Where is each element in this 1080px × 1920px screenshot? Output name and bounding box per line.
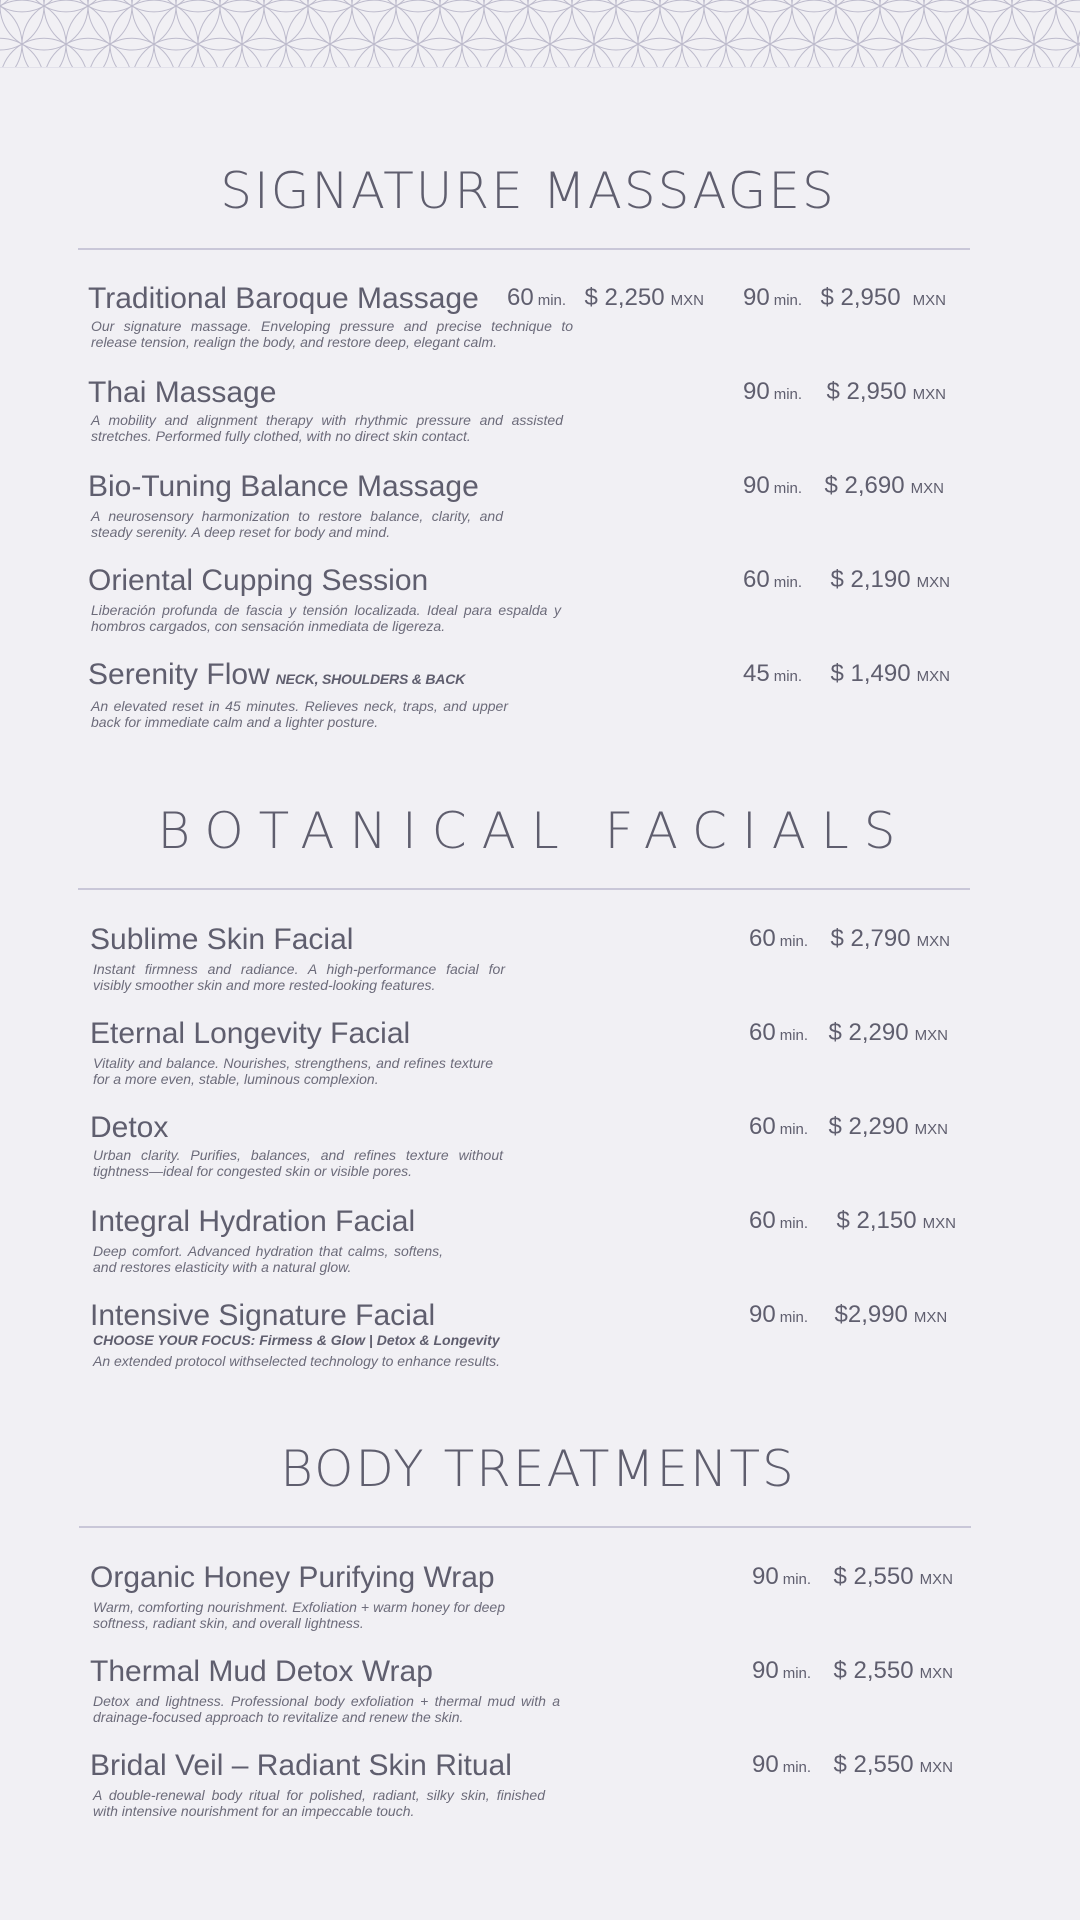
item-name: Traditional Baroque Massage: [88, 282, 479, 315]
item-description: Liberación profunda de fascia y tensión localizada. Ideal para espalda y hombros cargados, con sensación inmediata de ligereza.: [91, 602, 561, 634]
item-name: Bridal Veil – Radiant Skin Ritual: [90, 1749, 512, 1782]
price: $2,990: [834, 1301, 908, 1328]
item-description: Detox and lightness. Professional body exfoliation + thermal mud with a drainage-focused approach to revitalize and renew the skin.: [93, 1693, 560, 1725]
duration: 60: [743, 566, 770, 593]
price: $ 2,290: [828, 1113, 909, 1140]
section-title: BODY TREATMENTS: [280, 1440, 796, 1498]
currency: MXN: [912, 292, 946, 309]
price-option: [507, 284, 704, 312]
price-option: [752, 1657, 953, 1685]
item-name: Organic Honey Purifying Wrap: [90, 1561, 495, 1594]
section-title: BOTANICAL FACIALS: [157, 802, 911, 860]
item-name: Thermal Mud Detox Wrap: [90, 1655, 433, 1688]
item-description: Deep comfort. Advanced hydration that calms, softens, and restores elasticity with a natural glow.: [93, 1243, 443, 1275]
price: $ 2,290: [828, 1019, 909, 1046]
flower-of-life-pattern-icon: [0, 0, 1080, 68]
duration-unit: min.: [773, 668, 803, 685]
duration-unit: min.: [779, 1027, 809, 1044]
section-divider: [79, 1526, 971, 1528]
price-option: [749, 1301, 947, 1329]
currency: MXN: [919, 1571, 953, 1588]
item-name: Oriental Cupping Session: [88, 564, 429, 597]
duration-unit: min.: [782, 1759, 812, 1776]
section-title: SIGNATURE MASSAGES: [220, 162, 836, 220]
item-name-text: Serenity Flow: [88, 658, 270, 691]
duration: 90: [752, 1563, 779, 1590]
price: $ 2,550: [833, 1751, 914, 1778]
duration: 90: [743, 378, 770, 405]
price: $ 2,190: [830, 566, 911, 593]
duration-unit: min.: [779, 1215, 809, 1232]
duration: 60: [749, 1113, 776, 1140]
price: $ 2,950: [826, 378, 907, 405]
duration: 60: [749, 1019, 776, 1046]
item-focus-options: CHOOSE YOUR FOCUS: Firmess & Glow | Detox & Longevity: [93, 1332, 500, 1348]
price-option: [743, 660, 950, 688]
duration-unit: min.: [537, 292, 567, 309]
price-option: [749, 1207, 956, 1235]
item-name: Integral Hydration Facial: [90, 1205, 416, 1238]
price-option: [743, 566, 950, 594]
item-description: Our signature massage. Enveloping pressure and precise technique to release tension, realign the body, and restore deep, elegant calm.: [91, 318, 573, 350]
currency: MXN: [910, 480, 944, 497]
currency: MXN: [919, 1759, 953, 1776]
currency: MXN: [913, 1309, 948, 1326]
item-description: Warm, comforting nourishment. Exfoliation + warm honey for deep softness, radiant skin, and overall lightness.: [93, 1599, 505, 1631]
price-option: [743, 472, 944, 500]
duration: 90: [749, 1301, 776, 1328]
item-description: A neurosensory harmonization to restore balance, clarity, and steady serenity. A deep reset for body and mind.: [91, 508, 503, 540]
item-description: An extended protocol withselected technology to enhance results.: [93, 1353, 501, 1369]
currency: MXN: [912, 386, 946, 403]
price: $ 1,490: [830, 660, 911, 687]
item-description: Vitality and balance. Nourishes, strengthens, and refines texture for a more even, stable, luminous complexion.: [93, 1055, 493, 1087]
currency: MXN: [916, 574, 950, 591]
duration: 90: [743, 472, 770, 499]
duration-unit: min.: [782, 1571, 812, 1588]
item-name: Sublime Skin Facial: [90, 923, 354, 956]
duration: 90: [743, 284, 770, 311]
duration-unit: min.: [773, 480, 803, 497]
duration: 90: [752, 1657, 779, 1684]
duration-unit: min.: [773, 292, 803, 309]
item-name: Eternal Longevity Facial: [90, 1017, 411, 1050]
duration: 60: [507, 284, 534, 311]
currency: MXN: [919, 1665, 953, 1682]
duration: 60: [749, 925, 776, 952]
price-option: [752, 1751, 953, 1779]
currency: MXN: [922, 1215, 956, 1232]
price: $ 2,250: [584, 284, 665, 311]
price-option: [743, 378, 946, 406]
price-option: [749, 1113, 948, 1141]
duration-unit: min.: [773, 386, 803, 403]
price: $ 2,790: [830, 925, 911, 952]
price-option: [749, 925, 950, 953]
currency: MXN: [916, 933, 950, 950]
item-name: Bio-Tuning Balance Massage: [88, 470, 479, 503]
duration-unit: min.: [773, 574, 803, 591]
item-description: A mobility and alignment therapy with rhythmic pressure and assisted stretches. Performed fully clothed, with no direct skin contact.: [91, 412, 563, 444]
price-option: [743, 284, 946, 312]
duration-unit: min.: [779, 1309, 809, 1326]
currency: MXN: [914, 1121, 948, 1138]
duration: 45: [743, 660, 770, 687]
item-name: Thai Massage: [88, 376, 277, 409]
duration-unit: min.: [782, 1665, 812, 1682]
price: $ 2,550: [833, 1657, 914, 1684]
item-description: Urban clarity. Purifies, balances, and refines texture without tightness—ideal for congested skin or visible pores.: [93, 1147, 503, 1179]
price-option: [749, 1019, 948, 1047]
item-description: Instant firmness and radiance. A high-performance facial for visibly smoother skin and more rested-looking features.: [93, 961, 505, 993]
duration: 60: [749, 1207, 776, 1234]
currency: MXN: [914, 1027, 948, 1044]
item-tag: NECK, SHOULDERS & BACK: [275, 671, 466, 687]
section-divider: [78, 248, 970, 250]
item-name: [88, 658, 465, 692]
duration-unit: min.: [779, 933, 809, 950]
item-name: Intensive Signature Facial: [90, 1299, 436, 1332]
duration-unit: min.: [779, 1121, 809, 1138]
item-description: A double-renewal body ritual for polished, radiant, silky skin, finished with intensive nourishment for an impeccable touch.: [93, 1787, 545, 1819]
price-option: [752, 1563, 953, 1591]
duration: 90: [752, 1751, 779, 1778]
price: $ 2,950: [820, 284, 901, 311]
currency: MXN: [916, 668, 950, 685]
section-divider: [78, 888, 970, 890]
price: $ 2,690: [824, 472, 905, 499]
item-description: An elevated reset in 45 minutes. Relieves neck, traps, and upper back for immediate calm and a lighter posture.: [91, 698, 508, 730]
price: $ 2,550: [833, 1563, 914, 1590]
price: $ 2,150: [836, 1207, 917, 1234]
currency: MXN: [670, 292, 704, 309]
item-name: Detox: [90, 1111, 169, 1144]
